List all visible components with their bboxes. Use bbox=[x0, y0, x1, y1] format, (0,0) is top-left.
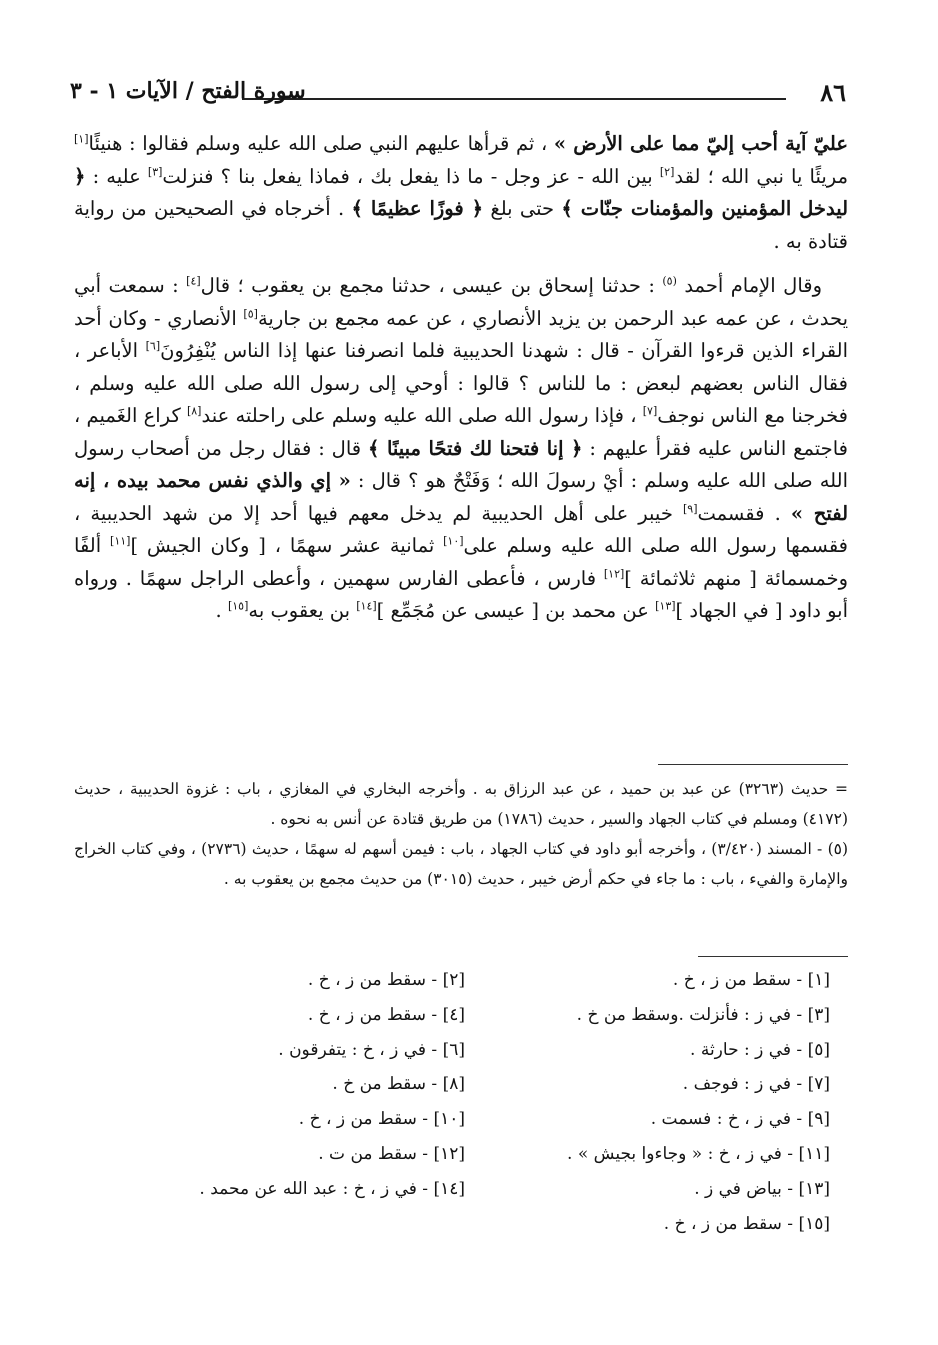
variant-ref: [٦] bbox=[145, 339, 161, 353]
variant-ref: [١٠] bbox=[443, 534, 464, 548]
variant-note: [١٠] - سقط من ز ، خ . bbox=[298, 1109, 465, 1130]
footnotes bbox=[74, 774, 848, 894]
text: وقال الإمام أحمد bbox=[684, 274, 823, 297]
running-title: سورة الفتح / الآيات ١ - ٣ bbox=[70, 78, 306, 104]
variant-ref: [١٥] bbox=[227, 599, 249, 613]
variant-note: [١١] - في ز ، خ : « وجاءوا بجيش » . bbox=[567, 1143, 830, 1164]
variant-note: [٣] - في ز : فأنزلت .وسقط من خ . bbox=[576, 1004, 830, 1025]
variant-row bbox=[100, 1005, 830, 1040]
variants-divider bbox=[698, 956, 848, 957]
variant-ref: [٨] bbox=[186, 404, 202, 418]
footnote: = حديث (٣٢٦٣) عن عبد بن حميد ، عن عبد الرزاق به . وأخرجه البخاري في المغازي ، باب : غزوة الحديبية ، حديث (٤١٧٢) ومسلم في كتاب الجهاد والسير ، حديث (١٧٨٦) من طريق قتادة عن أنس به نحوه . bbox=[74, 780, 849, 828]
variant-row bbox=[100, 1109, 830, 1144]
variant-ref: [٩] bbox=[682, 502, 698, 515]
paragraph-1 bbox=[74, 128, 848, 258]
variant-note: [٥] - في ز : حارثة . bbox=[690, 1039, 830, 1060]
text: . فقسمت bbox=[697, 501, 781, 525]
variant-ref: [١] bbox=[74, 132, 89, 146]
variant-ref: [٤] bbox=[186, 274, 201, 288]
text: الأنصاري - وكان أحد القراء الذين قرءوا القرآن - قال : شهدنا الحديبية فلما انصرفنا عنها إذا الناس يُنْفِرُونَ bbox=[74, 306, 849, 362]
text: . أخرجاه في الصحيحين من رواية قتادة به . bbox=[74, 197, 848, 253]
text: ، ثم قرأها عليهم النبي صلى الله عليه وسلم فقالوا : هنيئًا bbox=[88, 132, 548, 155]
text: حتى بلغ bbox=[490, 197, 555, 220]
text: كراع الغَميم ، فاجتمع الناس عليه فقرأ عليهم : bbox=[74, 404, 849, 460]
variant-notes bbox=[100, 970, 830, 1248]
quran-verse: ﴿ إنا فتحنا لك فتحًا مبينًا ﴾ bbox=[368, 436, 583, 460]
variant-row bbox=[100, 1040, 830, 1075]
variant-row bbox=[100, 1074, 830, 1109]
variant-note: [٦] - في ز ، خ : يتفرقون . bbox=[278, 1039, 465, 1060]
footnote-ref: (٥) bbox=[662, 274, 677, 288]
variant-row bbox=[100, 1144, 830, 1179]
variant-note: [٢] - سقط من ز ، خ . bbox=[307, 970, 465, 990]
text: مريئًا يا نبي الله ؛ لقد bbox=[674, 164, 849, 188]
paragraph-2 bbox=[74, 270, 848, 628]
text: . bbox=[215, 599, 222, 622]
variant-row bbox=[100, 1179, 830, 1214]
page-number: ٨٦ bbox=[820, 78, 846, 107]
variant-ref: [٥] bbox=[243, 307, 258, 320]
text: : سمعت أبي يحدث ، عن عمه عبد الرحمن بن يزيد الأنصاري ، عن عمه مجمع بن جارية bbox=[74, 274, 848, 330]
variant-ref: [١٤] bbox=[356, 599, 377, 613]
variant-note: [٩] - في ز ، خ : فسمت . bbox=[650, 1109, 830, 1130]
variant-ref: [٢] bbox=[659, 165, 675, 178]
text: عن محمد بن [ عيسى عن مُجَمِّع ] bbox=[376, 599, 649, 622]
text: بن يعقوب به bbox=[248, 599, 351, 622]
variant-note: [٨] - سقط من خ . bbox=[332, 1074, 465, 1095]
variant-ref: [١٢] bbox=[603, 567, 625, 580]
variant-note: [١٣] - بياض في ز . bbox=[694, 1178, 830, 1199]
text: : حدثنا إسحاق بن عيسى ، حدثنا مجمع بن يعقوب ؛ قال bbox=[200, 274, 655, 297]
quran-verse: ﴿ فوزًا عظيمًا ﴾ bbox=[351, 197, 483, 220]
variant-ref: [٣] bbox=[147, 165, 163, 178]
variant-ref: [١١] bbox=[110, 534, 131, 548]
variant-note: [١٢] - سقط من ت . bbox=[318, 1143, 465, 1164]
variant-note: [١٥] - سقط من ز ، خ . bbox=[663, 1213, 830, 1234]
text: عليه : bbox=[92, 164, 141, 188]
variant-ref: [١٣] bbox=[655, 599, 676, 613]
page-header bbox=[70, 78, 846, 118]
variant-note: [١] - سقط من ز ، خ . bbox=[672, 970, 830, 990]
quote: عليّ آية أحب إليّ مما على الأرض » bbox=[553, 132, 848, 155]
variant-note: [١٤] - في ز ، خ : عبد الله عن محمد . bbox=[199, 1178, 465, 1199]
footnote-divider bbox=[658, 764, 848, 765]
text: بين الله - عز وجل - ما ذا يفعل بك ، فماذا يفعل بنا ؟ فنزلت bbox=[162, 164, 653, 188]
text: الأباعر ، فقال الناس بعضهم لبعض : ما للناس ؟ قالوا : أوحي إلى رسول الله صلى الله عليه وسلم ، فخرجنا مع الناس نوجف bbox=[74, 339, 848, 427]
footnote: (٥) - المسند (٣/٤٢٠) ، وأخرجه أبو داود في كتاب الجهاد ، باب : فيمن أسهم له سهمًا ، حديث (٢٧٣٦) ، وفي كتاب الخراج والإمارة والفيء ، باب : ما جاء في حكم أرض خيبر ، حديث (٣٠١٥) من حديث مجمع بن يعقوب به . bbox=[74, 840, 849, 888]
main-text bbox=[74, 128, 848, 628]
text: ، فإذا رسول الله صلى الله عليه وسلم على راحلته عند bbox=[201, 404, 637, 427]
text: ثمانية عشر سهمًا ، [ وكان الجيش ] bbox=[130, 534, 435, 557]
text: ألفًا وخمسمائة [ منهم ثلاثمائة ] bbox=[74, 534, 848, 590]
variant-note bbox=[100, 1214, 465, 1249]
quran-verse: ﴿ ليدخل المؤمنين والمؤمنات جنّات ﴾ bbox=[74, 164, 849, 220]
variant-row bbox=[100, 970, 830, 1005]
text: خيبر على أهل الحديبية لم يدخل معهم فيها أحد إلا من شهد الحديبية ، فقسمها رسول الله صلى الله عليه وسلم على bbox=[74, 501, 849, 557]
text: فارس ، فأعطى الفارس سهمين ، وأعطى الراجل سهمًا . ورواه أبو داود [ في الجهاد ] bbox=[74, 566, 848, 622]
variant-note: [٤] - سقط من ز ، خ . bbox=[307, 1004, 465, 1025]
variant-ref: [٧] bbox=[642, 404, 658, 418]
variant-note: [٧] - في ز : فوجف . bbox=[682, 1074, 830, 1095]
text: قال : فقال رجل من أصحاب رسول الله صلى الله عليه وسلم : أيْ رسولَ الله ؛ وَفَتْحٌ هو ؟ قال : bbox=[74, 436, 848, 492]
hadith-quote: « إي والذي نفس محمد بيده ، إنه لفتح » bbox=[74, 469, 849, 525]
variant-row bbox=[100, 1214, 830, 1249]
header-rule bbox=[242, 98, 786, 100]
